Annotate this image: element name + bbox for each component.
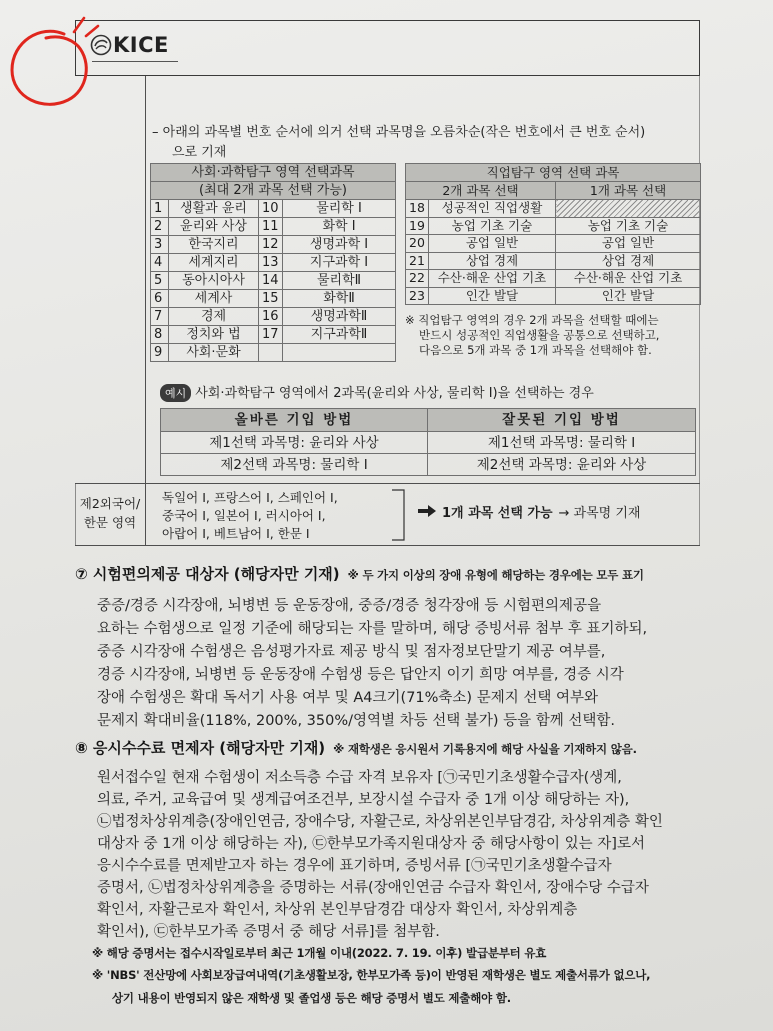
section-7-title: ⑦ 시험편의제공 대상자 (해당자만 기재): [75, 565, 340, 583]
subject-number: 7: [151, 308, 169, 326]
section-7-body-line: 중증 시각장애 수험생은 음성평가자료 제공 방식 및 점자정보단말기 제공 여부를,: [97, 644, 606, 660]
table-row: [151, 326, 396, 344]
table-header-row: [406, 164, 701, 182]
table-row: [406, 287, 701, 305]
table-row: [151, 254, 396, 272]
example-line: [160, 382, 700, 402]
subject-number: 18: [406, 200, 429, 218]
table-row: [151, 236, 396, 254]
subject-number: 9: [151, 344, 169, 362]
table-subtitle: (최대 2개 과목 선택 가능): [151, 182, 396, 200]
subject-name: 상업 경제: [429, 252, 556, 270]
vocational-note-line-2: 반드시 성공적인 직업생활을 공통으로 선택하고,: [419, 328, 660, 342]
foreign-language-subjects-line-2: 중국어 Ⅰ, 일본어 Ⅰ, 러시아어 Ⅰ,: [162, 508, 326, 523]
subject-number: 3: [151, 236, 169, 254]
footnote-nbs-continued: 상기 내용이 반영되지 않은 재학생 및 졸업생 등은 해당 증명서 별도 제출해야 함.: [112, 991, 511, 1005]
section-8-body-line: 증명서, ㉡법정차상위계층을 증명하는 서류(장애인연금 수급자 확인서, 장애수당 수급자: [97, 880, 649, 896]
hatched-cell: [556, 200, 701, 218]
foreign-language-label-line-1: 제2외국어/: [79, 496, 141, 511]
empty-cell: [259, 344, 283, 362]
instruction-line-1: – 아래의 과목별 번호 순서에 의거 선택 과목명을 오름차순(작은 번호에서 큰 번호 순서): [152, 125, 646, 140]
wrong-entry: 제1선택 과목명: 물리학 Ⅰ: [428, 432, 696, 454]
table-title: 사회·과학탐구 영역 선택과목: [151, 164, 396, 182]
subject-name: 정치와 법: [169, 326, 259, 344]
subject-name: 한국지리: [169, 236, 259, 254]
subject-name: 세계지리: [169, 254, 259, 272]
subject-name: 화학 Ⅰ: [283, 218, 396, 236]
table-row: [406, 235, 701, 253]
subject-name: 수산·해운 산업 기초: [429, 270, 556, 288]
subject-name: 지구과학 Ⅰ: [283, 254, 396, 272]
section-7-body-line: 장애 수험생은 확대 독서기 사용 여부 및 A4크기(71%축소) 문제지 선택 여부와: [97, 690, 598, 706]
subject-number: 4: [151, 254, 169, 272]
column-header-one-subject: 1개 과목 선택: [556, 182, 701, 200]
subject-number: 11: [259, 218, 283, 236]
example-text: 사회·과학탐구 영역에서 2과목(윤리와 사상, 물리학 Ⅰ)을 선택하는 경우: [195, 386, 594, 401]
subject-name: 지구과학Ⅱ: [283, 326, 396, 344]
subject-number: 10: [259, 200, 283, 218]
section-8-body-line: 확인서, 자활근로자 확인서, 차상위 본인부담경감 대상자 확인서, 차상위계층: [97, 902, 578, 918]
vocational-note-line-3: 다음으로 5개 과목 중 1개 과목을 선택해야 함.: [419, 343, 652, 357]
table-row: [406, 252, 701, 270]
section-8-heading: [75, 737, 700, 758]
right-bracket-icon: [390, 488, 410, 542]
subject-name: 공업 일반: [556, 235, 701, 253]
correct-method-header: 올바른 기입 방법: [161, 409, 428, 432]
table-title: 직업탐구 영역 선택 과목: [406, 164, 701, 182]
table-row: [151, 218, 396, 236]
section-7-body-line: 경증 시각장애, 뇌병변 등 운동장애 수험생 등은 답안지 이기 희망 여부를, 경증 시각: [97, 667, 624, 683]
subject-name: 생명과학 Ⅰ: [283, 236, 396, 254]
subject-name: 농업 기초 기술: [556, 217, 701, 235]
section-8-body-line: ㉡법정차상위계층(장애인연금, 장애수당, 자활근로, 차상위본인부담경감, 차상위계층 확인: [97, 814, 663, 830]
table-row: [151, 344, 396, 362]
section-8-title: ⑧ 응시수수료 면제자 (해당자만 기재): [75, 739, 326, 757]
subject-name: 동아시아사: [169, 272, 259, 290]
section-8-body-line: 확인서), ㉢한부모가족 증명서 중 해당 서류]를 첨부함.: [97, 924, 440, 940]
table-row: [161, 454, 696, 476]
table-row: [406, 270, 701, 288]
subject-name: 물리학Ⅱ: [283, 272, 396, 290]
empty-cell: [283, 344, 396, 362]
subject-name: 농업 기초 기술: [429, 217, 556, 235]
footnote-certificate-validity: ※ 해당 증명서는 접수시작일로부터 최근 1개월 이내(2022. 7. 19. 이후) 발급분부터 유효: [92, 946, 547, 960]
foreign-language-subjects-line-1: 독일어 Ⅰ, 프랑스어 Ⅰ, 스페인어 Ⅰ,: [162, 490, 338, 505]
subject-name: 생명과학Ⅱ: [283, 308, 396, 326]
section-7-body-line: 중증/경증 시각장애, 뇌병변 등 운동장애, 중증/경증 청각장애 등 시험편의제공을: [97, 598, 602, 614]
subject-name: 생활과 윤리: [169, 200, 259, 218]
section-8-body-line: 응시수수료를 면제받고자 하는 경우에 표기하며, 증빙서류 [㉠국민기초생활수급자: [97, 858, 612, 874]
table-row: [151, 272, 396, 290]
section-8-note: ※ 재학생은 응시원서 기록용지에 해당 사실을 기재하지 않음.: [333, 742, 637, 756]
subject-name: 경제: [169, 308, 259, 326]
subject-name: 상업 경제: [556, 252, 701, 270]
subject-number: 1: [151, 200, 169, 218]
table-row: [406, 200, 701, 218]
subject-number: 16: [259, 308, 283, 326]
example-badge: 예시: [160, 384, 191, 402]
subject-name: 인간 발달: [556, 287, 701, 305]
table-row: [151, 290, 396, 308]
correct-entry: 제2선택 과목명: 물리학 Ⅰ: [161, 454, 428, 476]
instruction-line-2: 으로 기재: [172, 145, 227, 160]
subject-number: 19: [406, 217, 429, 235]
social-science-table: [150, 163, 396, 362]
subject-number: 15: [259, 290, 283, 308]
frame-left-divider: [145, 76, 146, 546]
example-table: [160, 408, 696, 476]
subject-name: 성공적인 직업생활: [429, 200, 556, 218]
vocational-table: [405, 163, 701, 305]
section-8-body-line: 의료, 주거, 교육급여 및 생계급여조건부, 보장시설 수급자 중 1개 이상 해당하는 자),: [97, 792, 630, 808]
subject-number: 14: [259, 272, 283, 290]
subject-name: 물리학 Ⅰ: [283, 200, 396, 218]
section-7-body-line: 문제지 확대비율(118%, 200%, 350%/영역별 차등 선택 불가) 등을 함께 선택함.: [97, 713, 616, 729]
section-7-note: ※ 두 가지 이상의 장애 유형에 해당하는 경우에는 모두 표기: [347, 568, 644, 582]
subject-number: 13: [259, 254, 283, 272]
foreign-language-subjects-line-3: 아랍어 Ⅰ, 베트남어 Ⅰ, 한문 Ⅰ: [162, 526, 310, 541]
table-header-row: [406, 182, 701, 200]
table-header-row: [151, 164, 396, 182]
subject-number: 20: [406, 235, 429, 253]
wrong-entry: 제2선택 과목명: 윤리와 사상: [428, 454, 696, 476]
subject-name: 사회·문화: [169, 344, 259, 362]
subject-name: 인간 발달: [429, 287, 556, 305]
table-header-row: [151, 182, 396, 200]
subject-number: 8: [151, 326, 169, 344]
rule-rest: → 과목명 기재: [558, 505, 641, 521]
subject-name: 윤리와 사상: [169, 218, 259, 236]
correct-entry: 제1선택 과목명: 윤리와 사상: [161, 432, 428, 454]
subject-number: 22: [406, 270, 429, 288]
red-pen-circle-mark: [0, 8, 120, 118]
table-row: [161, 432, 696, 454]
section-8-body-line: 원서접수일 현재 수험생이 저소득층 수급 자격 보유자 [㉠국민기초생활수급자(생계,: [97, 770, 622, 786]
subject-number: 6: [151, 290, 169, 308]
thick-arrow-right-icon: [418, 505, 436, 517]
table-header-row: [161, 409, 696, 432]
column-header-two-subjects: 2개 과목 선택: [406, 182, 556, 200]
frame-row-divider: [75, 483, 700, 484]
section-7-heading: [75, 563, 700, 584]
foreign-language-rule: [418, 501, 698, 521]
section-8-body-line: 대상자 중 1개 이상 해당하는 자), ㉢한부모가족지원대상자 중 해당사항이 있는 자]로서: [97, 836, 645, 852]
section-7-body-line: 요하는 수험생으로 일정 기준에 해당되는 자를 말하며, 해당 증빙서류 첨부 후 표기하되,: [97, 621, 648, 637]
logo-text: KICE: [113, 33, 169, 57]
frame-right-border: [699, 76, 700, 546]
subject-name: 세계사: [169, 290, 259, 308]
subject-name: 화학Ⅱ: [283, 290, 396, 308]
header-box: [75, 20, 700, 76]
subject-number: 21: [406, 252, 429, 270]
footnote-nbs: ※ 'NBS' 전산망에 사회보장급여내역(기초생활보장, 한부모가족 등)이 반영된 재학생은 별도 제출서류가 없으나,: [92, 968, 651, 982]
subject-number: 12: [259, 236, 283, 254]
subject-number: 17: [259, 326, 283, 344]
foreign-language-label-line-2: 한문 영역: [83, 515, 137, 530]
subject-name: 공업 일반: [429, 235, 556, 253]
subject-number: 2: [151, 218, 169, 236]
subject-number: 5: [151, 272, 169, 290]
subject-number: 23: [406, 287, 429, 305]
table-row: [406, 217, 701, 235]
table-row: [151, 308, 396, 326]
wrong-method-header: 잘못된 기입 방법: [428, 409, 696, 432]
frame-bottom-border: [75, 545, 700, 546]
rule-emphasis: 1개 과목 선택 가능: [442, 505, 553, 521]
subject-name: 수산·해운 산업 기초: [556, 270, 701, 288]
vocational-note-line-1: ※ 직업탐구 영역의 경우 2개 과목을 선택할 때에는: [405, 313, 659, 327]
table-row: [151, 200, 396, 218]
